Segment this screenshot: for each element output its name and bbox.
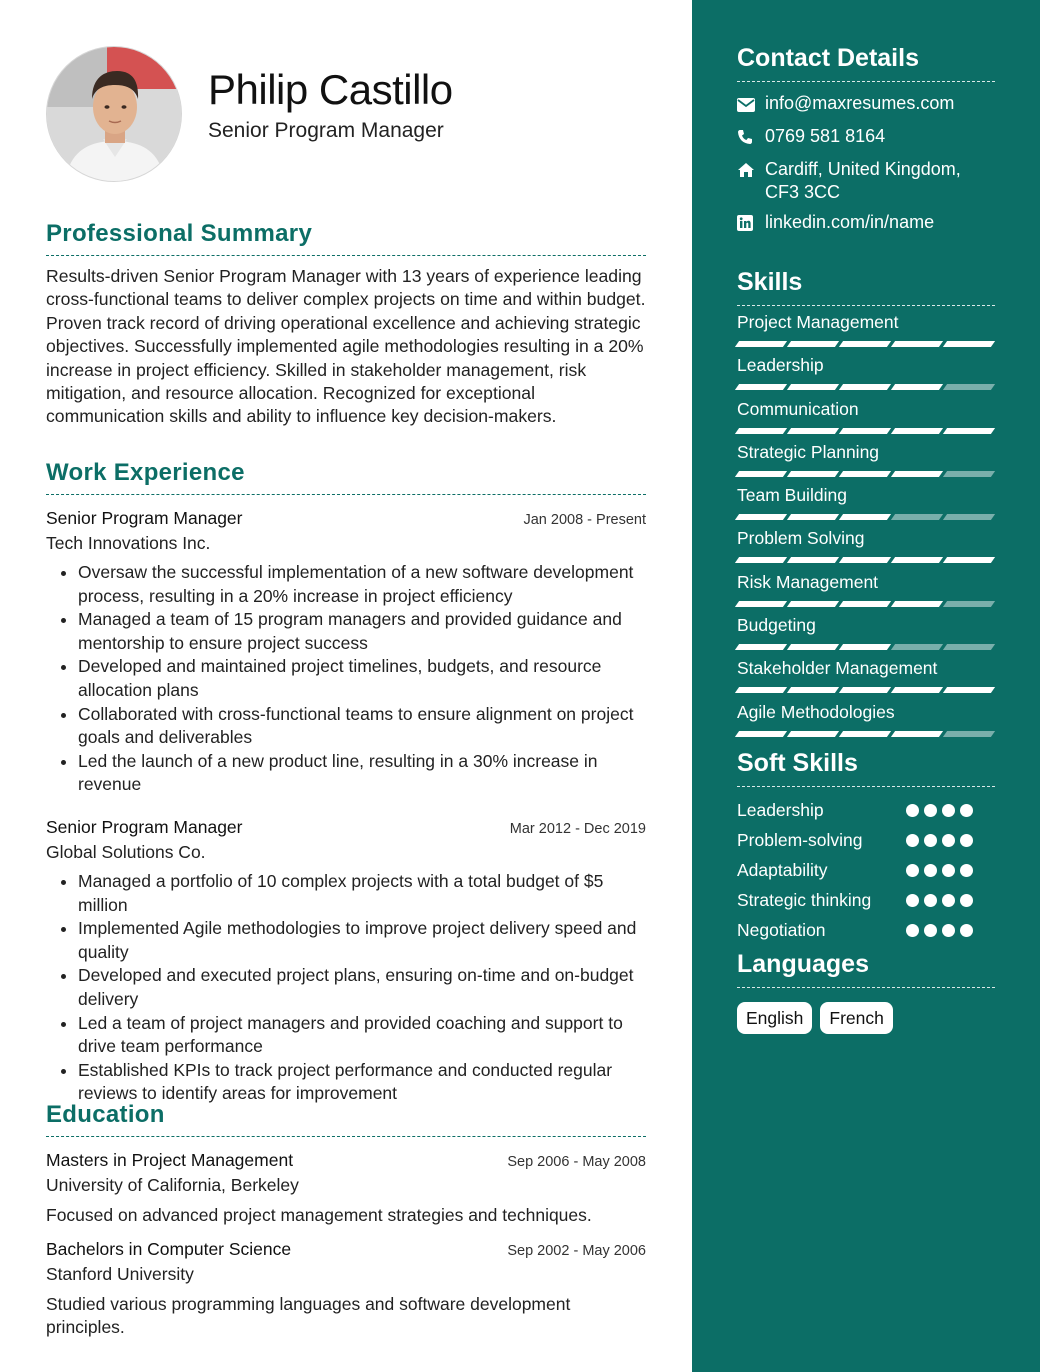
soft-skill-rating	[906, 924, 973, 937]
skill-bar-filled	[839, 687, 891, 693]
skill-item	[737, 566, 995, 609]
skill-item	[737, 696, 995, 739]
skill-item	[737, 306, 995, 349]
job-role: Senior Program Manager	[46, 508, 243, 528]
soft-skill-rating	[906, 834, 973, 847]
education-description: Focused on advanced project management strategies and techniques.	[46, 1205, 592, 1225]
skill-item	[737, 479, 995, 522]
summary-heading: Professional Summary	[46, 220, 313, 247]
skill-bar-filled	[839, 514, 891, 520]
skill-bar-filled	[839, 384, 891, 390]
soft-skill-name: Problem-solving	[737, 829, 863, 850]
contact-heading: Contact Details	[737, 44, 919, 72]
section-divider	[46, 255, 646, 256]
skill-bar-filled	[735, 341, 787, 347]
skill-bar-filled	[891, 471, 943, 477]
degree: Masters in Project Management	[46, 1150, 294, 1170]
summary-text: Results-driven Senior Program Manager with 13 years of experience leading cross-functional teams to deliver complex projects on time and within budget. Proven track record of driving operational excellence and achieving strategic objectives. Successfully implemented agile methodologies resulting in a 20% increase in project efficiency. Skilled in stakeholder management, risk mitigation, and resource allocation. Recognized for exceptional communication skills and ability to influence key decision-makers.	[46, 266, 646, 427]
skill-item	[737, 436, 995, 479]
rating-dot-filled	[942, 894, 955, 907]
skill-level-bar	[737, 471, 995, 477]
job-role: Senior Program Manager	[46, 816, 243, 837]
language-chip: French	[820, 1002, 892, 1034]
rating-dot-filled	[960, 924, 973, 937]
linkedin-text: linkedin.com/in/name	[765, 212, 935, 232]
skill-name: Strategic Planning	[737, 441, 880, 462]
contact-linkedin[interactable]	[737, 211, 995, 237]
section-divider	[46, 1136, 646, 1137]
skill-bar-filled	[891, 687, 943, 693]
contact-phone[interactable]	[737, 125, 995, 151]
skill-bar-filled	[735, 557, 787, 563]
skill-bar-filled	[943, 341, 995, 347]
address-line-1: Cardiff, United Kingdom,	[765, 159, 961, 179]
linkedin-icon	[737, 211, 765, 237]
skill-bar-filled	[735, 514, 787, 520]
rating-dot-filled	[924, 864, 937, 877]
soft-skill-rating	[906, 804, 973, 817]
rating-dot-filled	[960, 834, 973, 847]
school: University of California, Berkeley	[46, 1175, 299, 1195]
rating-dot-filled	[924, 834, 937, 847]
skill-name: Agile Methodologies	[737, 701, 895, 722]
rating-dot-filled	[942, 864, 955, 877]
rating-dot-filled	[906, 864, 919, 877]
job-bullets	[46, 870, 646, 1106]
skill-bar-filled	[839, 601, 891, 607]
skill-bar-empty	[943, 514, 995, 520]
contact-email[interactable]	[737, 92, 995, 118]
skill-bar-filled	[787, 428, 839, 434]
skill-item	[737, 349, 995, 392]
education-date: Sep 2006 - May 2008	[507, 1154, 646, 1170]
skill-item	[737, 609, 995, 652]
section-divider	[737, 786, 995, 787]
job-bullet: • Established KPIs to track project performance and conducted regular reviews to identify areas for improvement	[78, 1059, 646, 1106]
rating-dot-filled	[960, 894, 973, 907]
skill-bar-filled	[943, 687, 995, 693]
rating-dot-filled	[906, 924, 919, 937]
skill-bar-filled	[839, 644, 891, 650]
skill-bar-filled	[891, 731, 943, 737]
rating-dot-filled	[906, 834, 919, 847]
skill-bar-empty	[943, 601, 995, 607]
soft-skill-name: Adaptability	[737, 859, 828, 880]
job-date: Jan 2008 - Present	[523, 512, 646, 528]
job-bullet: • Managed a portfolio of 10 complex projects with a total budget of $5 million	[78, 870, 646, 917]
rating-dot-filled	[906, 804, 919, 817]
soft-skill-item	[737, 795, 995, 825]
soft-skills-heading: Soft Skills	[737, 749, 858, 777]
candidate-name: Philip Castillo	[208, 66, 453, 113]
rating-dot-filled	[924, 924, 937, 937]
skill-bar-filled	[787, 384, 839, 390]
skill-bar-filled	[787, 514, 839, 520]
skill-bar-filled	[787, 644, 839, 650]
skill-bar-filled	[735, 601, 787, 607]
section-divider	[46, 494, 646, 495]
soft-skill-item	[737, 855, 995, 885]
skill-bar-filled	[891, 428, 943, 434]
sidebar	[692, 0, 1040, 1372]
soft-skill-item	[737, 915, 995, 945]
skill-bar-filled	[839, 731, 891, 737]
skill-name: Budgeting	[737, 615, 816, 636]
skill-bar-empty	[943, 644, 995, 650]
job-bullet: • Led the launch of a new product line, resulting in a 30% increase in revenue	[78, 750, 646, 797]
job-entry	[46, 817, 646, 1106]
profile-photo	[46, 46, 182, 182]
skill-bar-empty	[891, 644, 943, 650]
languages-list	[737, 1002, 995, 1034]
skill-bar-filled	[891, 341, 943, 347]
skill-bar-empty	[943, 471, 995, 477]
education-date: Sep 2002 - May 2006	[507, 1242, 646, 1259]
job-company: Tech Innovations Inc.	[46, 533, 211, 553]
address-line-2: CF3 3CC	[765, 182, 841, 202]
skill-level-bar	[737, 514, 995, 520]
skill-bar-filled	[891, 557, 943, 563]
education-entry	[46, 1239, 646, 1340]
languages-heading: Languages	[737, 950, 869, 978]
skill-bar-empty	[891, 514, 943, 520]
soft-skill-name: Leadership	[737, 799, 824, 820]
skill-item	[737, 522, 995, 565]
email-text: info@maxresumes.com	[765, 93, 955, 113]
rating-dot-filled	[924, 894, 937, 907]
rating-dot-filled	[906, 894, 919, 907]
skill-bar-filled	[943, 557, 995, 563]
skill-name: Project Management	[737, 312, 899, 332]
rating-dot-filled	[942, 924, 955, 937]
skills-section	[737, 268, 995, 739]
rating-dot-filled	[942, 804, 955, 817]
school: Stanford University	[46, 1263, 194, 1284]
skill-bar-filled	[735, 731, 787, 737]
job-bullets	[46, 561, 646, 797]
skill-item	[737, 393, 995, 436]
skill-bar-filled	[787, 601, 839, 607]
contact-address	[737, 158, 995, 204]
skill-bar-filled	[839, 341, 891, 347]
skill-bar-filled	[787, 471, 839, 477]
phone-icon	[737, 125, 765, 151]
skill-bar-filled	[839, 557, 891, 563]
skill-bar-filled	[839, 428, 891, 434]
skill-name: Team Building	[737, 485, 847, 506]
skill-level-bar	[737, 384, 995, 390]
home-icon	[737, 158, 765, 184]
soft-skills-list	[737, 795, 995, 945]
skill-level-bar	[737, 601, 995, 607]
education-entry	[46, 1150, 646, 1228]
language-chip: English	[737, 1002, 812, 1034]
skill-bar-filled	[735, 687, 787, 693]
skill-name: Risk Management	[737, 571, 879, 592]
job-bullet: • Collaborated with cross-functional teams to ensure alignment on project goals and deliverables	[78, 703, 646, 750]
section-divider	[737, 81, 995, 82]
skill-bar-filled	[735, 644, 787, 650]
degree: Bachelors in Computer Science	[46, 1238, 292, 1259]
job-entry	[46, 508, 646, 797]
education-heading: Education	[46, 1101, 165, 1128]
rating-dot-filled	[942, 834, 955, 847]
skill-bar-filled	[891, 384, 943, 390]
languages-section	[737, 950, 995, 1034]
person-portrait-icon	[47, 47, 182, 182]
soft-skill-rating	[906, 864, 973, 877]
phone-text: 0769 581 8164	[765, 126, 886, 146]
soft-skills-section	[737, 749, 995, 945]
skills-list	[737, 306, 995, 739]
candidate-title: Senior Program Manager	[208, 119, 444, 142]
education-section	[46, 1101, 646, 1340]
soft-skill-item	[737, 825, 995, 855]
soft-skill-name: Strategic thinking	[737, 889, 872, 910]
skill-level-bar	[737, 428, 995, 434]
job-bullet: • Managed a team of 15 program managers and provided guidance and mentorship to ensure project success	[78, 608, 646, 655]
experience-section	[46, 459, 646, 1106]
skill-bar-filled	[787, 341, 839, 347]
job-bullet: • Oversaw the successful implementation of a new software development process, resulting in a 20% increase in project efficiency	[78, 561, 646, 608]
skill-level-bar	[737, 687, 995, 693]
job-date: Mar 2012 - Dec 2019	[509, 820, 646, 837]
skill-bar-empty	[943, 384, 995, 390]
skill-level-bar	[737, 341, 995, 347]
skill-bar-filled	[787, 687, 839, 693]
soft-skill-rating	[906, 894, 973, 907]
rating-dot-filled	[960, 864, 973, 877]
job-bullet: • Implemented Agile methodologies to improve project delivery speed and quality	[78, 917, 646, 964]
section-divider	[737, 987, 995, 988]
skill-bar-empty	[943, 731, 995, 737]
soft-skill-item	[737, 885, 995, 915]
skill-bar-filled	[735, 428, 787, 434]
skills-heading: Skills	[737, 268, 803, 296]
skill-bar-filled	[943, 428, 995, 434]
envelope-icon	[737, 92, 765, 118]
skill-name: Stakeholder Management	[737, 658, 938, 679]
job-bullet: • Led a team of project managers and provided coaching and support to drive team performance	[78, 1012, 646, 1059]
rating-dot-filled	[960, 804, 973, 817]
rating-dot-filled	[924, 804, 937, 817]
skill-bar-filled	[839, 471, 891, 477]
skill-bar-filled	[735, 384, 787, 390]
skill-level-bar	[737, 557, 995, 563]
experience-heading: Work Experience	[46, 459, 245, 486]
skill-name: Communication	[737, 398, 859, 419]
contact-section	[737, 44, 995, 237]
skill-level-bar	[737, 644, 995, 650]
skill-bar-filled	[891, 601, 943, 607]
education-description: Studied various programming languages and software development principles.	[46, 1293, 571, 1338]
skill-bar-filled	[787, 557, 839, 563]
job-bullet: • Developed and maintained project timelines, budgets, and resource allocation plans	[78, 655, 646, 702]
job-company: Global Solutions Co.	[46, 841, 206, 862]
skill-level-bar	[737, 731, 995, 737]
job-bullet: • Developed and executed project plans, ensuring on-time and on-budget delivery	[78, 964, 646, 1011]
skill-name: Problem Solving	[737, 528, 865, 549]
soft-skill-name: Negotiation	[737, 919, 826, 940]
skill-bar-filled	[787, 731, 839, 737]
skill-item	[737, 652, 995, 695]
skill-name: Leadership	[737, 355, 824, 376]
summary-section	[46, 220, 646, 429]
skill-bar-filled	[735, 471, 787, 477]
